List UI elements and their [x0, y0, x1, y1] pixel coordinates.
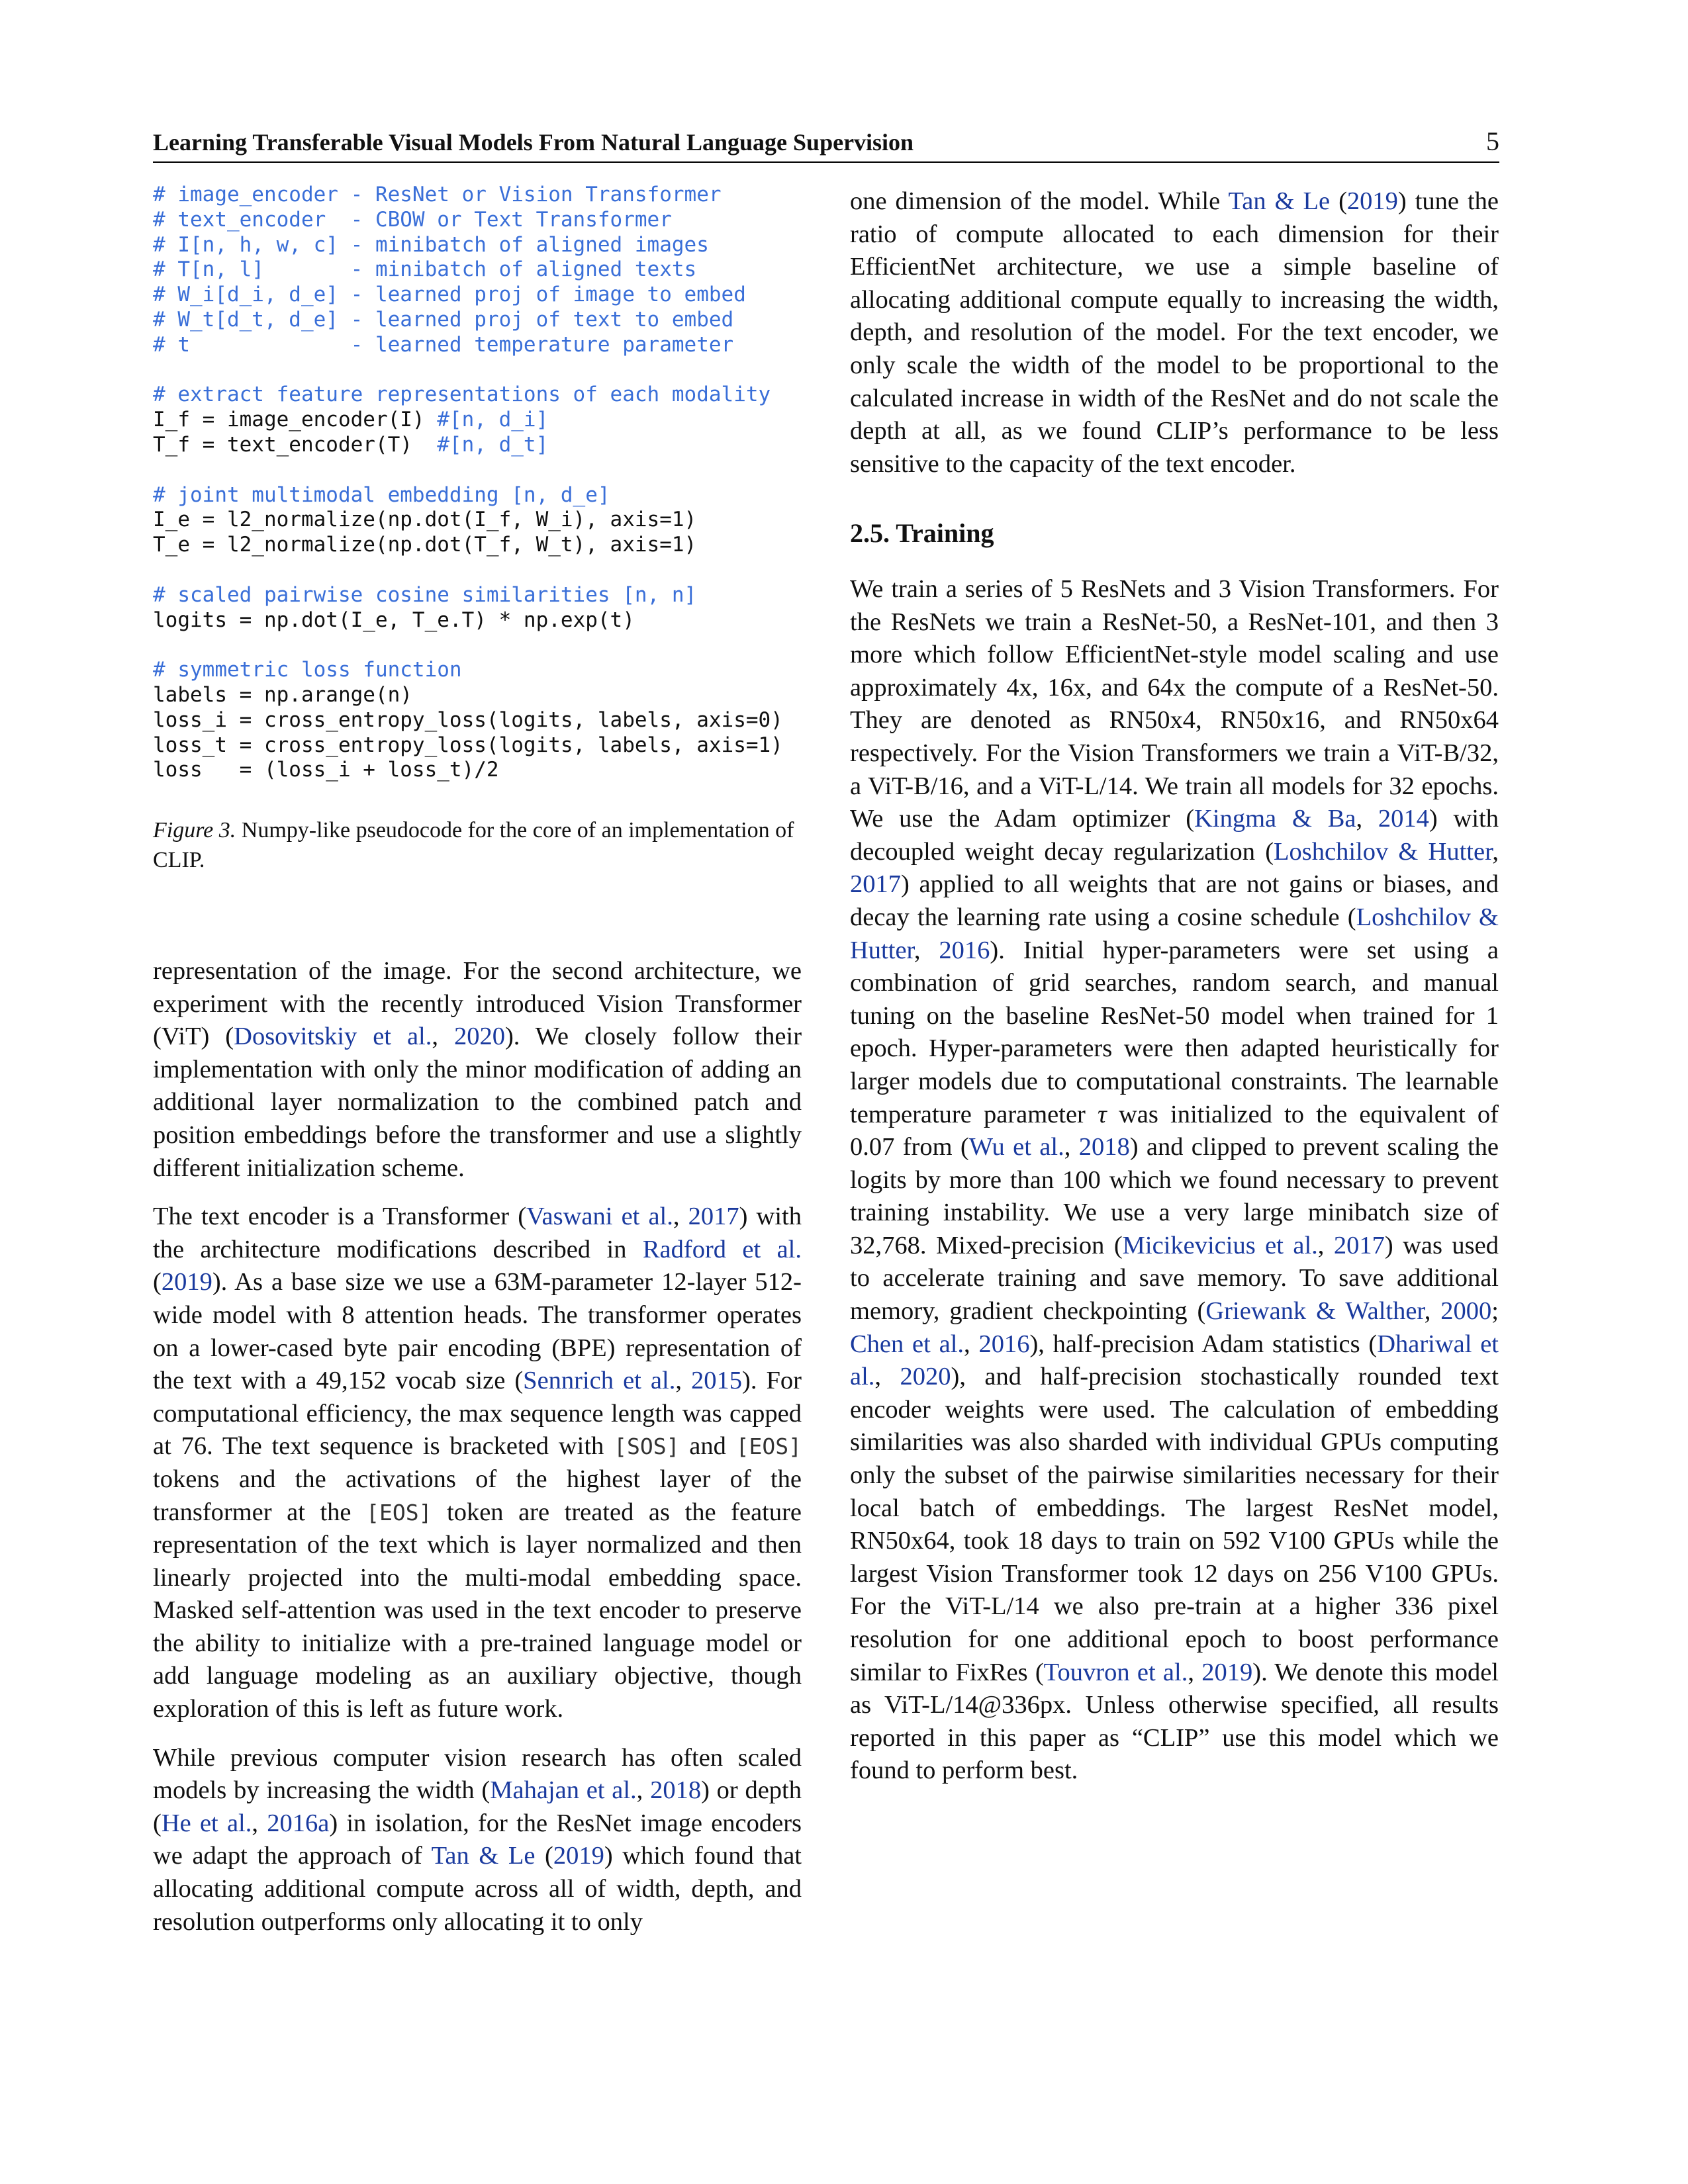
- citation-link[interactable]: Loshchilov & Hutter: [850, 903, 1499, 964]
- code-line: [153, 458, 815, 483]
- paper-title: Learning Transferable Visual Models From Natural Language Supervision: [153, 129, 914, 156]
- citation-link[interactable]: He et al.: [161, 1809, 252, 1837]
- text-run: ,: [675, 1367, 692, 1395]
- code-comment: #[n, d_t]: [437, 432, 549, 457]
- text-run: ,: [874, 1363, 900, 1391]
- citation-link[interactable]: 2019: [553, 1842, 604, 1870]
- paragraph-text-encoder: [153, 1201, 802, 1726]
- citation-link[interactable]: Tan & Le: [431, 1842, 536, 1870]
- citation-link[interactable]: 2016a: [267, 1809, 330, 1837]
- token-literal: [EOS]: [735, 1433, 802, 1460]
- citation-link[interactable]: 2014: [1378, 805, 1429, 833]
- citation-link[interactable]: Tan & Le: [1228, 187, 1331, 215]
- code-line: [153, 483, 815, 508]
- text-run: ) with decoupled weight decay regularization (: [850, 805, 1499, 866]
- citation-link[interactable]: 2019: [1201, 1658, 1253, 1686]
- text-run: ,: [964, 1330, 979, 1358]
- citation-link[interactable]: 2017: [850, 870, 901, 899]
- citation-link[interactable]: Vaswani et al.: [526, 1203, 673, 1231]
- text-run: representation of the image. For the second architecture, we experiment with the recently introduced Vision Transformer (ViT) (: [153, 957, 802, 1051]
- code-comment: # I[n, h, w, c] - minibatch of aligned images: [153, 232, 709, 257]
- left-column-body: [153, 955, 802, 1938]
- code-comment: # W_t[d_t, d_e] - learned proj of text to embed: [153, 307, 734, 332]
- code-statement: I_e = l2_normalize(np.dot(I_f, W_i), axis=1): [153, 508, 697, 532]
- text-run: ,: [1188, 1658, 1202, 1686]
- code-comment: # image_encoder - ResNet or Vision Transformer: [153, 183, 722, 206]
- text-run: ) with the architecture modifications described in: [153, 1203, 802, 1263]
- paragraph-training: [850, 573, 1499, 1788]
- code-line: [153, 733, 815, 758]
- figure-label: Figure 3.: [153, 818, 236, 842]
- code-line: [153, 583, 815, 608]
- text-run: ) and clipped to prevent scaling the logits by more than 100 which we found necessary to prevent training instability. We use a very large minibatch size of 32,768. Mixed-precision (: [850, 1133, 1499, 1259]
- token-literal: [SOS]: [614, 1433, 680, 1460]
- code-line: [153, 633, 815, 658]
- citation-link[interactable]: Griewank & Walther: [1205, 1297, 1425, 1326]
- right-column-top: [850, 185, 1499, 480]
- code-line: [153, 708, 815, 733]
- code-line: [153, 208, 815, 233]
- math-symbol: τ: [1098, 1100, 1107, 1128]
- code-line: [153, 433, 815, 458]
- code-line: [153, 308, 815, 333]
- text-run: ). We denote this model as ViT-L/14@336px. Unless otherwise specified, all results reported in this paper as “CLIP” use this model which we found to perform best.: [850, 1658, 1499, 1785]
- text-run: While previous computer vision research has often scaled models by increasing the width (: [153, 1743, 802, 1805]
- code-comment: # W_i[d_i, d_e] - learned proj of image to embed: [153, 283, 746, 307]
- citation-link[interactable]: 2019: [161, 1268, 212, 1297]
- text-run: ) tune the ratio of compute allocated to each dimension for their EfficientNet architecture, we use a simple baseline of allocating additional compute equally to increasing the width, depth, and resolution of the model. For the text encoder, we only scale the width of the model to be proportional to the calculated increase in width of the ResNet and do not scale the depth at all, as we found CLIP’s performance to be less sensitive to the capacity of the text encoder.: [850, 187, 1499, 478]
- code-comment: # text_encoder - CBOW or Text Transformer: [153, 207, 672, 232]
- figure-caption: [153, 815, 802, 875]
- citation-link[interactable]: 2020: [900, 1363, 951, 1391]
- text-run: ) in isolation, for the ResNet image encoders we adapt the approach of: [153, 1809, 802, 1870]
- text-run: ,: [1424, 1297, 1441, 1326]
- text-run: ). Initial hyper-parameters were set using a combination of grid searches, random search, and manual tuning on the baseline ResNet-50 model when trained for 1 epoch. Hyper-parameters were then adapted heuristically for larger models due to computational constraints. The learnable temperature parameter: [850, 936, 1499, 1128]
- citation-link[interactable]: Micikevicius et al.: [1122, 1231, 1318, 1259]
- code-line: [153, 508, 815, 533]
- code-line: [153, 383, 815, 408]
- text-run: ) was used to accelerate training and save memory. To save additional memory, gradient checkpointing (: [850, 1231, 1499, 1326]
- code-line: [153, 408, 815, 433]
- text-run: ,: [673, 1203, 688, 1231]
- code-statement: T_e = l2_normalize(np.dot(T_f, W_t), axis=1): [153, 533, 697, 557]
- code-statement: labels = np.arange(n): [153, 682, 412, 707]
- code-line: [153, 608, 815, 633]
- code-line: [153, 283, 815, 308]
- running-header: [153, 124, 1499, 163]
- code-comment: # extract feature representations of each modality: [153, 383, 771, 407]
- citation-link[interactable]: Mahajan et al.: [490, 1776, 637, 1805]
- paragraph-scaling-cont: [850, 185, 1499, 480]
- code-statement: loss = (loss_i + loss_t)/2: [153, 758, 499, 782]
- code-line: [153, 683, 815, 708]
- text-run: ,: [1356, 805, 1378, 833]
- citation-link[interactable]: Loshchilov & Hutter: [1274, 837, 1493, 866]
- citation-link[interactable]: 2018: [650, 1776, 702, 1805]
- text-run: ,: [1064, 1133, 1079, 1161]
- citation-link[interactable]: Kingma & Ba: [1194, 805, 1356, 833]
- text-run: ) or depth (: [153, 1776, 802, 1837]
- text-run: ). We closely follow their implementation with only the minor modification of adding an additional layer normalization to the combined patch and position embeddings before the transformer and use a slightly different initialization scheme.: [153, 1023, 802, 1182]
- code-statement: T_f = text_encoder(T): [153, 432, 438, 457]
- code-comment: # symmetric loss function: [153, 658, 462, 682]
- code-line: [153, 333, 815, 358]
- citation-link[interactable]: 2015: [691, 1367, 743, 1395]
- code-statement: loss_t = cross_entropy_loss(logits, labels, axis=1): [153, 733, 783, 757]
- token-literal: [EOS]: [366, 1499, 432, 1525]
- citation-link[interactable]: 2016: [939, 936, 990, 964]
- code-line: [153, 358, 815, 383]
- text-run: ;: [1491, 1297, 1499, 1326]
- text-run: ,: [432, 1023, 454, 1051]
- text-run: (: [535, 1842, 553, 1870]
- figure-caption-text: Numpy-like pseudocode for the core of an implementation of CLIP.: [153, 818, 794, 872]
- text-run: ), and half-precision stochastically rounded text encoder weights were used. The calculation of embedding similarities was also sharded with individual GPUs computing only the subset of the pairwise similarities necessary for their local batch of embeddings. The largest ResNet model, RN50x64, took 18 days to train on 592 V100 GPUs while the largest Vision Transformer took 12 days on 256 V100 GPUs. For the ViT-L/14 we also pre-train at a higher 336 pixel resolution for one additional epoch to boost performance similar to FixRes (: [850, 1363, 1499, 1686]
- citation-link[interactable]: Touvron et al.: [1043, 1658, 1188, 1686]
- text-run: ,: [1492, 837, 1499, 866]
- paragraph-vit: [153, 955, 802, 1185]
- code-line: [153, 533, 815, 558]
- paragraph-scaling: [153, 1742, 802, 1939]
- code-statement: I_f = image_encoder(I): [153, 408, 438, 432]
- right-column-training: [850, 573, 1499, 1788]
- text-run: tokens and the activations of the highest layer of the transformer at the: [153, 1465, 802, 1526]
- citation-link[interactable]: Radford et al.: [642, 1235, 802, 1263]
- citation-link[interactable]: 2017: [688, 1203, 739, 1231]
- code-comment: # joint multimodal embedding [n, d_e]: [153, 482, 610, 507]
- citation-link[interactable]: 2018: [1078, 1133, 1130, 1161]
- code-line: [153, 257, 815, 283]
- code-comment: # scaled pairwise cosine similarities [n, n]: [153, 582, 697, 607]
- code-statement: loss_i = cross_entropy_loss(logits, labels, axis=0): [153, 707, 783, 732]
- text-run: (: [1330, 187, 1347, 215]
- text-run: ). For computational efficiency, the max sequence length was capped at 76. The text sequence is bracketed with: [153, 1367, 802, 1461]
- text-run: The text encoder is a Transformer (: [153, 1203, 527, 1231]
- citation-link[interactable]: Wu et al.: [968, 1133, 1064, 1161]
- text-run: ) applied to all weights that are not gains or biases, and decay the learning rate using a cosine schedule (: [850, 870, 1499, 931]
- text-run: ,: [1317, 1231, 1334, 1259]
- citation-link[interactable]: Dhariwal et al.: [850, 1330, 1499, 1391]
- text-run: (: [153, 1268, 162, 1297]
- text-run: token are treated as the feature representation of the text which is layer normalized and then linearly projected into the multi-modal embedding space. Masked self-attention was used in the text encoder to preserve the ability to initialize with a pre-trained language model or add language modeling as an auxiliary objective, though exploration of this is left as future work.: [153, 1498, 802, 1723]
- text-run: We train a series of 5 ResNets and 3 Vision Transformers. For the ResNets we train a ResNet-50, a ResNet-101, and then 3 more which follow EfficientNet-style model scaling and use approximately 4x, 16x, and 64x the compute of a ResNet-50. They are denoted as RN50x4, RN50x16, and RN50x64 respectively. For the Vision Transformers we train a ViT-B/32, a ViT-B/16, and a ViT-L/14. We train all models for 32 epochs. We use the Adam optimizer (: [850, 575, 1499, 833]
- text-run: and: [679, 1432, 736, 1461]
- citation-link[interactable]: 2017: [1333, 1231, 1385, 1259]
- citation-link[interactable]: Dosovitskiy et al.: [234, 1023, 432, 1051]
- code-line: [153, 233, 815, 258]
- text-run: ,: [252, 1809, 267, 1837]
- citation-link[interactable]: 2000: [1440, 1297, 1492, 1326]
- code-comment: #[n, d_i]: [437, 408, 549, 432]
- citation-link[interactable]: 2016: [978, 1330, 1030, 1358]
- pseudocode-block: [153, 183, 815, 783]
- text-run: ), half-precision Adam statistics (: [1029, 1330, 1378, 1358]
- citation-link[interactable]: Chen et al.: [850, 1330, 964, 1358]
- code-statement: logits = np.dot(I_e, T_e.T) * np.exp(t): [153, 608, 635, 632]
- text-run: one dimension of the model. While: [850, 187, 1229, 215]
- text-run: was initialized to the equivalent of 0.07 from (: [850, 1100, 1499, 1161]
- code-line: [153, 758, 815, 783]
- section-heading-training: 2.5. Training: [850, 518, 994, 548]
- code-line: [153, 558, 815, 583]
- citation-link[interactable]: 2019: [1346, 187, 1398, 215]
- page-number: 5: [1486, 126, 1499, 156]
- text-run: ) which found that allocating additional compute across all of width, depth, and resolution outperforms only allocating it to only: [153, 1842, 802, 1936]
- text-run: ,: [914, 936, 939, 964]
- text-run: ). As a base size we use a 63M-parameter 12-layer 512-wide model with 8 attention heads. The transformer operates on a lower-cased byte pair encoding (BPE) representation of the text with a 49,152 vocab size (: [153, 1268, 802, 1395]
- code-line: [153, 658, 815, 683]
- code-comment: # T[n, l] - minibatch of aligned texts: [153, 257, 697, 282]
- citation-link[interactable]: 2020: [453, 1023, 505, 1051]
- code-line: [153, 183, 815, 208]
- code-comment: # t - learned temperature parameter: [153, 332, 734, 357]
- citation-link[interactable]: Sennrich et al.: [523, 1367, 676, 1395]
- text-run: ,: [636, 1776, 651, 1805]
